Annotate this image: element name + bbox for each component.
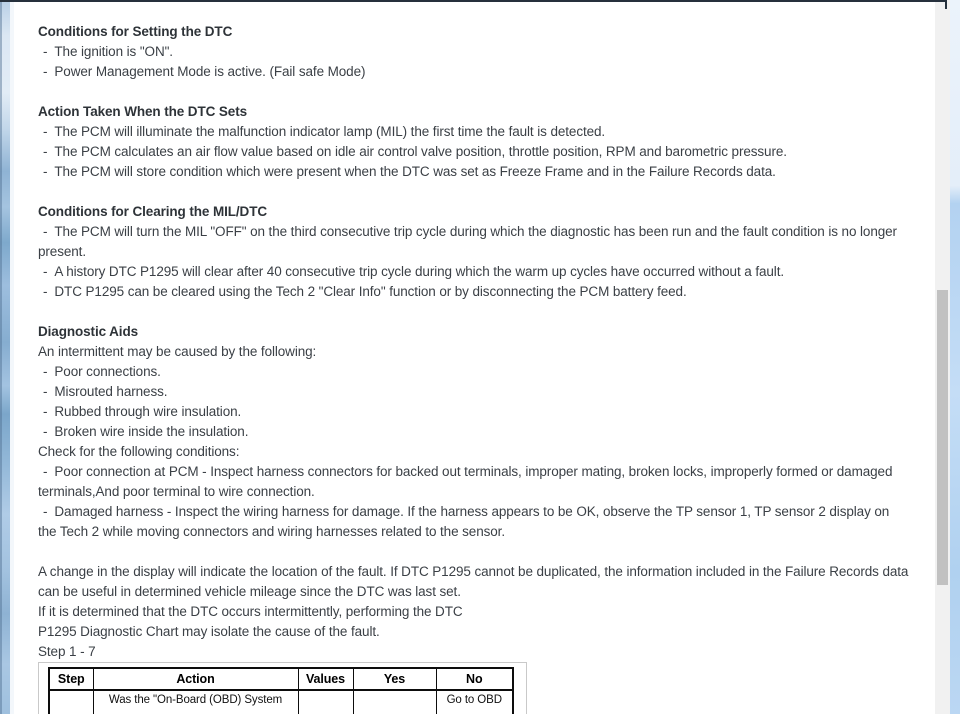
paragraph: If it is determined that the DTC occurs intermittently, performing the DTC (38, 604, 463, 619)
bullet-line (38, 162, 911, 182)
bullet-text: The PCM calculates an air flow value based on idle air control valve position, throttle position, RPM and barometric pressure. (54, 144, 787, 159)
bullet-dash: - (43, 224, 48, 239)
column-header-action: Action (93, 668, 298, 690)
bullet-text: The PCM will illuminate the malfunction indicator lamp (MIL) the first time the fault is detected. (54, 124, 606, 139)
vertical-scrollbar-thumb[interactable] (937, 290, 948, 585)
section-conditions-clearing (38, 202, 911, 302)
text-line: An intermittent may be caused by the following: (38, 344, 317, 359)
closing-paragraphs (38, 562, 911, 642)
section-action-taken (38, 102, 911, 182)
column-header-yes: Yes (353, 668, 436, 690)
section-conditions-setting-dtc (38, 22, 911, 82)
column-header-values: Values (298, 668, 353, 690)
bullet-line (38, 62, 911, 82)
bullet-text: The ignition is "ON". (54, 44, 173, 59)
bullet-dash: - (43, 404, 48, 419)
bullet-dash: - (43, 264, 48, 279)
bullet-text: The PCM will store condition which were present when the DTC was set as Freeze Frame and in the Failure Records data. (54, 164, 776, 179)
diagnostic-table-container (38, 662, 527, 714)
bullet-line (38, 502, 911, 542)
cell-action: Was the "On-Board (OBD) System (93, 690, 298, 714)
bullet-text: Broken wire inside the insulation. (54, 424, 249, 439)
bullet-line (38, 142, 911, 162)
window-top-edge-corner (945, 0, 947, 9)
vertical-scrollbar-track[interactable] (935, 0, 950, 714)
step-range-label: Step 1 - 7 (38, 644, 96, 659)
bullet-dash: - (43, 164, 48, 179)
paragraph: A change in the display will indicate the location of the fault. If DTC P1295 cannot be duplicated, the information included in the Failure Records data can be useful in determined vehicle mileage since the DTC was last set. (38, 564, 909, 599)
bullet-dash: - (43, 124, 48, 139)
section-heading: Conditions for Clearing the MIL/DTC (38, 204, 267, 219)
bullet-dash: - (43, 64, 48, 79)
bullet-line (38, 282, 911, 302)
bullet-text: DTC P1295 can be cleared using the Tech 2 "Clear Info" function or by disconnecting the PCM battery feed. (54, 284, 687, 299)
bullet-dash: - (43, 424, 48, 439)
bullet-text: Power Management Mode is active. (Fail safe Mode) (54, 64, 366, 79)
bullet-line (38, 262, 911, 282)
bullet-dash: - (43, 284, 48, 299)
bullet-text: The PCM will turn the MIL "OFF" on the third consecutive trip cycle during which the diagnostic has been run and the fault condition is no longer present. (38, 224, 897, 259)
cell-yes (353, 690, 436, 714)
bullet-line (38, 122, 911, 142)
bullet-line (38, 42, 911, 62)
diagnostic-steps-table (48, 667, 514, 714)
bullet-line (38, 362, 911, 382)
bullet-dash: - (43, 144, 48, 159)
bullet-text: Poor connections. (54, 364, 161, 379)
bullet-dash: - (43, 44, 48, 59)
paragraph: P1295 Diagnostic Chart may isolate the cause of the fault. (38, 624, 380, 639)
column-header-no: No (436, 668, 513, 690)
bullet-text: Misrouted harness. (54, 384, 168, 399)
text-line: Check for the following conditions: (38, 444, 240, 459)
section-diagnostic-aids (38, 322, 911, 542)
table-header-row (49, 668, 513, 690)
bullet-line (38, 382, 911, 402)
bullet-text: Poor connection at PCM - Inspect harness connectors for backed out terminals, improper mating, broken locks, improperly formed or damaged terminals,And poor terminal to wire connection. (38, 464, 893, 499)
cell-no: Go to OBD (436, 690, 513, 714)
section-heading: Conditions for Setting the DTC (38, 24, 233, 39)
cell-values (298, 690, 353, 714)
bullet-dash: - (43, 364, 48, 379)
bullet-text: A history DTC P1295 will clear after 40 consecutive trip cycle during which the warm up cycles have occurred without a fault. (54, 264, 784, 279)
bullet-line (38, 462, 911, 502)
table-row (49, 690, 513, 714)
left-background-edge-fade (10, 0, 14, 714)
bullet-dash: - (43, 464, 48, 479)
column-header-step: Step (49, 668, 93, 690)
section-heading: Action Taken When the DTC Sets (38, 104, 248, 119)
bullet-text: Rubbed through wire insulation. (54, 404, 242, 419)
bullet-text: Damaged harness - Inspect the wiring harness for damage. If the harness appears to be OK, observe the TP sensor 1, TP sensor 2 display on the Tech 2 while moving connectors and wiring harnesses related to the sensor. (38, 504, 890, 539)
cell-step (49, 690, 93, 714)
left-background-edge (0, 0, 10, 714)
bullet-dash: - (43, 504, 48, 519)
document-page (14, 2, 935, 714)
bullet-dash: - (43, 384, 48, 399)
bullet-line (38, 422, 911, 442)
right-background-edge (950, 0, 960, 714)
bullet-line (38, 222, 911, 262)
section-heading: Diagnostic Aids (38, 324, 139, 339)
bullet-line (38, 402, 911, 422)
window-top-edge (0, 0, 947, 2)
